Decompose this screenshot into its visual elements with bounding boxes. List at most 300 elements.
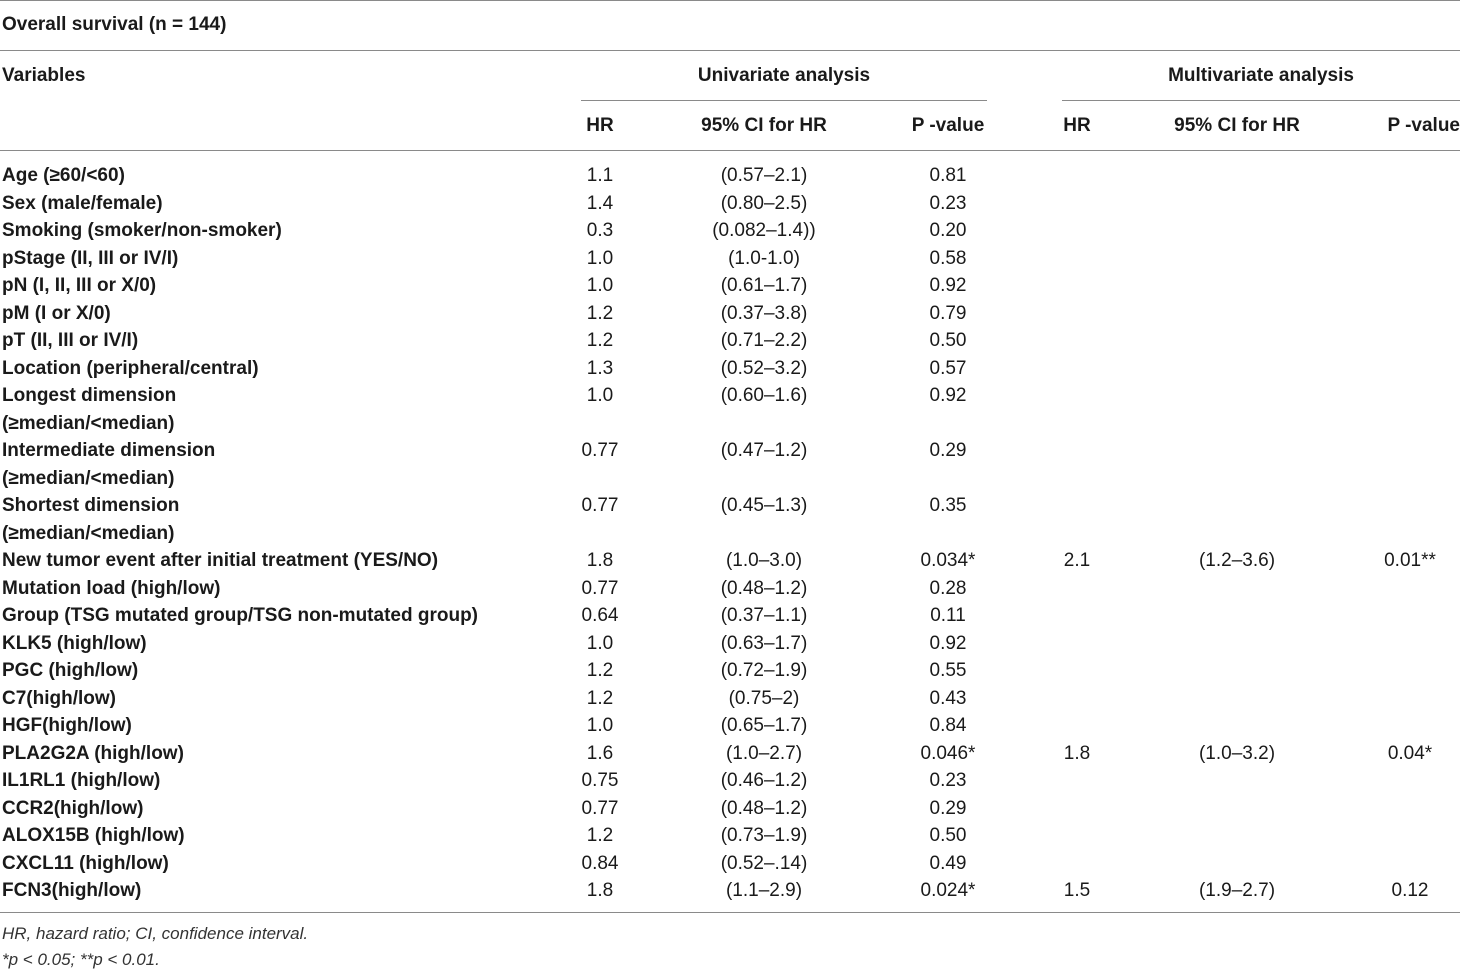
univariate-p-value: 0.046* bbox=[920, 742, 976, 764]
multivariate-ci bbox=[1137, 685, 1337, 713]
multivariate-p-value bbox=[1360, 162, 1460, 190]
univariate-span-rule bbox=[581, 100, 987, 101]
spacer-cell bbox=[640, 245, 664, 273]
spacer-cell bbox=[1008, 630, 1037, 658]
table-row bbox=[0, 245, 1460, 273]
multivariate-hr bbox=[1037, 850, 1117, 878]
spacer-cell bbox=[1337, 630, 1360, 658]
univariate-ci: (0.80–2.5) bbox=[720, 192, 808, 214]
spacer-cell bbox=[640, 492, 664, 547]
table-row bbox=[0, 217, 1460, 245]
variable-cell bbox=[0, 547, 560, 575]
multivariate-p-value bbox=[1360, 712, 1460, 740]
multivariate-p-value bbox=[1360, 767, 1460, 795]
multivariate-ci bbox=[1137, 712, 1337, 740]
spacer-cell bbox=[1117, 547, 1137, 575]
title-rule bbox=[0, 50, 1460, 51]
univariate-hr: 1.0 bbox=[586, 632, 614, 654]
spacer-cell bbox=[1117, 575, 1137, 603]
multivariate-hr bbox=[1037, 630, 1117, 658]
spacer-cell bbox=[1008, 877, 1037, 905]
univariate-hr: 1.6 bbox=[586, 742, 614, 764]
table-row bbox=[0, 657, 1460, 685]
univariate-ci: (0.61–1.7) bbox=[720, 275, 808, 296]
multivariate-ci bbox=[1137, 492, 1337, 547]
variable-cell bbox=[0, 162, 560, 190]
multivariate-p-value bbox=[1360, 795, 1460, 823]
multivariate-hr bbox=[1037, 327, 1117, 355]
table-row bbox=[0, 190, 1460, 218]
univariate-p-value: 0.84 bbox=[929, 715, 967, 736]
variable-label: pStage (II, III or IV/I) bbox=[2, 247, 179, 269]
spacer-cell bbox=[1008, 437, 1037, 492]
spacer-cell bbox=[1008, 162, 1037, 190]
multivariate-p-value bbox=[1360, 685, 1460, 713]
spacer-cell bbox=[1337, 740, 1360, 768]
univariate-ci: (1.1–2.9) bbox=[725, 880, 803, 901]
univariate-p-value: 0.23 bbox=[929, 770, 967, 791]
univariate-ci: (0.47–1.2) bbox=[720, 440, 808, 461]
univariate-ci: (1.0–3.0) bbox=[725, 550, 803, 571]
spacer-cell bbox=[1008, 190, 1037, 218]
table-row bbox=[0, 685, 1460, 713]
table-top-rule bbox=[0, 0, 1460, 1]
univariate-ci: (0.48–1.2) bbox=[720, 797, 808, 819]
variable-label: (≥median/<median) bbox=[2, 522, 175, 544]
spacer-cell bbox=[640, 327, 664, 355]
spacer-cell bbox=[1337, 877, 1360, 905]
variable-label: CXCL11 (high/low) bbox=[2, 852, 169, 874]
univariate-p-value: 0.024* bbox=[920, 880, 976, 901]
header-variables: Variables bbox=[2, 65, 86, 86]
spacer-cell bbox=[1008, 767, 1037, 795]
multivariate-hr: 1.5 bbox=[1063, 880, 1091, 901]
variable-label: (≥median/<median) bbox=[2, 467, 175, 489]
variable-cell bbox=[0, 685, 560, 713]
spacer-cell bbox=[1337, 575, 1360, 603]
univariate-ci: (0.72–1.9) bbox=[720, 660, 808, 681]
univariate-hr: 0.84 bbox=[581, 852, 619, 874]
variable-cell bbox=[0, 437, 560, 492]
multivariate-ci bbox=[1137, 382, 1337, 437]
multivariate-p-value bbox=[1360, 327, 1460, 355]
spacer-cell bbox=[864, 217, 888, 245]
spacer-cell bbox=[1117, 190, 1137, 218]
variable-label: Group (TSG mutated group/TSG non-mutated group) bbox=[2, 605, 479, 626]
spacer-cell bbox=[1117, 712, 1137, 740]
multivariate-hr bbox=[1037, 767, 1117, 795]
spacer-cell bbox=[864, 272, 888, 300]
univariate-ci: (0.37–3.8) bbox=[720, 302, 808, 324]
univariate-p-value: 0.50 bbox=[929, 330, 967, 351]
spacer-cell bbox=[864, 355, 888, 383]
spacer-cell bbox=[1337, 327, 1360, 355]
table-row bbox=[0, 437, 1460, 492]
multivariate-ci bbox=[1137, 162, 1337, 190]
spacer-cell bbox=[1117, 272, 1137, 300]
spacer-cell bbox=[1117, 767, 1137, 795]
spacer-cell bbox=[864, 575, 888, 603]
spacer-cell bbox=[1117, 327, 1137, 355]
univariate-ci: (0.48–1.2) bbox=[720, 577, 808, 599]
spacer-cell bbox=[1117, 795, 1137, 823]
spacer-cell bbox=[864, 602, 888, 630]
multivariate-ci: (1.2–3.6) bbox=[1198, 550, 1276, 571]
spacer-cell bbox=[640, 190, 664, 218]
variable-label: Longest dimension bbox=[2, 385, 177, 406]
table-row bbox=[0, 575, 1460, 603]
multivariate-ci bbox=[1137, 300, 1337, 328]
multivariate-ci bbox=[1137, 795, 1337, 823]
spacer-cell bbox=[1008, 795, 1037, 823]
variable-cell bbox=[0, 575, 560, 603]
univariate-hr: 1.2 bbox=[586, 660, 614, 681]
univariate-ci: (0.082–1.4)) bbox=[712, 220, 816, 241]
header-multivariate-p: P -value bbox=[1387, 115, 1460, 136]
variable-cell bbox=[0, 767, 560, 795]
variable-label: (≥median/<median) bbox=[2, 412, 175, 434]
spacer-cell bbox=[1117, 437, 1137, 492]
univariate-p-value: 0.92 bbox=[929, 632, 967, 654]
variable-label: New tumor event after initial treatment (YES/NO) bbox=[2, 550, 439, 571]
spacer-cell bbox=[1337, 850, 1360, 878]
multivariate-p-value bbox=[1360, 272, 1460, 300]
univariate-ci: (0.65–1.7) bbox=[720, 715, 808, 736]
spacer-cell bbox=[640, 795, 664, 823]
spacer-cell bbox=[640, 217, 664, 245]
multivariate-hr bbox=[1037, 795, 1117, 823]
spacer-cell bbox=[864, 657, 888, 685]
spacer-cell bbox=[1117, 630, 1137, 658]
univariate-p-value: 0.43 bbox=[929, 687, 967, 709]
spacer-cell bbox=[1117, 740, 1137, 768]
multivariate-p-value bbox=[1360, 190, 1460, 218]
spacer-cell bbox=[1337, 272, 1360, 300]
multivariate-ci bbox=[1137, 767, 1337, 795]
spacer-cell bbox=[1117, 822, 1137, 850]
univariate-hr: 0.3 bbox=[586, 220, 614, 241]
univariate-p-value: 0.034* bbox=[920, 550, 976, 571]
univariate-p-value: 0.29 bbox=[929, 440, 967, 461]
variable-cell bbox=[0, 327, 560, 355]
variable-cell bbox=[0, 630, 560, 658]
variable-cell bbox=[0, 602, 560, 630]
univariate-p-value: 0.35 bbox=[929, 495, 967, 516]
univariate-ci: (0.45–1.3) bbox=[720, 495, 808, 516]
multivariate-hr bbox=[1037, 382, 1117, 437]
spacer-cell bbox=[864, 767, 888, 795]
univariate-ci: (0.46–1.2) bbox=[720, 770, 808, 791]
spacer-cell bbox=[1008, 300, 1037, 328]
spacer-cell bbox=[1117, 492, 1137, 547]
spacer-cell bbox=[864, 437, 888, 492]
spacer-cell bbox=[1008, 822, 1037, 850]
spacer-cell bbox=[640, 850, 664, 878]
spacer-cell bbox=[1337, 162, 1360, 190]
univariate-ci: (0.52–.14) bbox=[720, 852, 808, 874]
multivariate-hr bbox=[1037, 190, 1117, 218]
spacer-cell bbox=[864, 300, 888, 328]
header-univariate: Univariate analysis bbox=[697, 65, 871, 86]
spacer-cell bbox=[640, 657, 664, 685]
table-row bbox=[0, 712, 1460, 740]
multivariate-hr: 1.8 bbox=[1063, 742, 1091, 764]
univariate-hr: 1.8 bbox=[586, 550, 614, 571]
univariate-p-value: 0.81 bbox=[929, 165, 967, 186]
spacer-cell bbox=[1117, 245, 1137, 273]
spacer-cell bbox=[640, 877, 664, 905]
univariate-p-value: 0.29 bbox=[929, 797, 967, 819]
multivariate-p-value bbox=[1360, 602, 1460, 630]
multivariate-ci: (1.9–2.7) bbox=[1198, 880, 1276, 901]
univariate-hr: 0.77 bbox=[581, 797, 619, 819]
table-row bbox=[0, 492, 1460, 547]
multivariate-hr bbox=[1037, 300, 1117, 328]
variable-label: CCR2(high/low) bbox=[2, 797, 144, 819]
variable-cell bbox=[0, 740, 560, 768]
univariate-hr: 1.2 bbox=[586, 687, 614, 709]
spacer-cell bbox=[1337, 382, 1360, 437]
variable-cell bbox=[0, 245, 560, 273]
table-row bbox=[0, 850, 1460, 878]
spacer-cell bbox=[640, 355, 664, 383]
univariate-p-value: 0.79 bbox=[929, 302, 967, 324]
spacer-cell bbox=[1008, 602, 1037, 630]
table-row bbox=[0, 272, 1460, 300]
univariate-ci: (0.60–1.6) bbox=[720, 385, 808, 406]
spacer-cell bbox=[640, 740, 664, 768]
spacer-cell bbox=[1008, 657, 1037, 685]
univariate-hr: 1.3 bbox=[586, 357, 614, 379]
multivariate-p-value bbox=[1360, 822, 1460, 850]
spacer-cell bbox=[1117, 162, 1137, 190]
multivariate-p-value bbox=[1360, 492, 1460, 547]
variable-cell bbox=[0, 217, 560, 245]
univariate-ci: (0.52–3.2) bbox=[720, 357, 808, 379]
univariate-p-value: 0.28 bbox=[929, 577, 967, 599]
spacer-cell bbox=[1008, 382, 1037, 437]
spacer-cell bbox=[1008, 272, 1037, 300]
univariate-p-value: 0.58 bbox=[929, 247, 967, 269]
univariate-hr: 1.2 bbox=[586, 825, 614, 846]
variable-label: pN (I, II, III or X/0) bbox=[2, 275, 157, 296]
variable-cell bbox=[0, 822, 560, 850]
multivariate-hr bbox=[1037, 245, 1117, 273]
table-row bbox=[0, 795, 1460, 823]
table-row bbox=[0, 300, 1460, 328]
variable-label: Sex (male/female) bbox=[2, 192, 163, 214]
spacer-cell bbox=[864, 630, 888, 658]
variable-cell bbox=[0, 272, 560, 300]
spacer-cell bbox=[1008, 355, 1037, 383]
spacer-cell bbox=[1337, 355, 1360, 383]
spacer-cell bbox=[1337, 657, 1360, 685]
table-row bbox=[0, 822, 1460, 850]
spacer-cell bbox=[864, 740, 888, 768]
table-row bbox=[0, 740, 1460, 768]
multivariate-p-value: 0.12 bbox=[1391, 880, 1429, 901]
spacer-cell bbox=[1337, 245, 1360, 273]
spacer-cell bbox=[864, 327, 888, 355]
multivariate-ci bbox=[1137, 327, 1337, 355]
variable-cell bbox=[0, 492, 560, 547]
spacer-cell bbox=[640, 602, 664, 630]
variable-label: HGF(high/low) bbox=[2, 715, 132, 736]
header-univariate-hr: HR bbox=[586, 115, 614, 136]
multivariate-p-value bbox=[1360, 850, 1460, 878]
spacer-cell bbox=[1337, 822, 1360, 850]
table-row bbox=[0, 327, 1460, 355]
univariate-hr: 1.4 bbox=[586, 192, 614, 214]
spacer-cell bbox=[1117, 685, 1137, 713]
spacer-cell bbox=[640, 767, 664, 795]
univariate-hr: 1.2 bbox=[586, 330, 614, 351]
univariate-hr: 0.64 bbox=[581, 605, 619, 626]
multivariate-ci bbox=[1137, 602, 1337, 630]
univariate-hr: 0.77 bbox=[581, 495, 619, 516]
multivariate-ci bbox=[1137, 630, 1337, 658]
multivariate-p-value bbox=[1360, 355, 1460, 383]
spacer-cell bbox=[1008, 740, 1037, 768]
multivariate-p-value bbox=[1360, 437, 1460, 492]
spacer-cell bbox=[864, 822, 888, 850]
multivariate-hr bbox=[1037, 272, 1117, 300]
footnote-significance: *p < 0.05; **p < 0.01. bbox=[2, 950, 160, 969]
univariate-hr: 0.75 bbox=[581, 770, 619, 791]
spacer-cell bbox=[640, 382, 664, 437]
spacer-cell bbox=[1337, 685, 1360, 713]
variable-cell bbox=[0, 877, 560, 905]
multivariate-ci bbox=[1137, 190, 1337, 218]
spacer-cell bbox=[864, 850, 888, 878]
spacer-cell bbox=[1008, 492, 1037, 547]
multivariate-hr bbox=[1037, 602, 1117, 630]
table-row bbox=[0, 355, 1460, 383]
spacer-cell bbox=[1117, 877, 1137, 905]
univariate-p-value: 0.50 bbox=[929, 825, 967, 846]
univariate-p-value: 0.23 bbox=[929, 192, 967, 214]
univariate-ci: (1.0-1.0) bbox=[728, 247, 800, 269]
multivariate-ci bbox=[1137, 272, 1337, 300]
spacer-cell bbox=[1337, 190, 1360, 218]
spacer-cell bbox=[640, 712, 664, 740]
spacer-cell bbox=[640, 630, 664, 658]
spacer-cell bbox=[640, 272, 664, 300]
table-row bbox=[0, 877, 1460, 905]
univariate-ci: (0.63–1.7) bbox=[720, 632, 808, 654]
spacer-cell bbox=[640, 575, 664, 603]
spacer-cell bbox=[864, 547, 888, 575]
univariate-hr: 0.77 bbox=[581, 577, 619, 599]
univariate-ci: (0.73–1.9) bbox=[720, 825, 808, 846]
multivariate-p-value bbox=[1360, 382, 1460, 437]
spacer-cell bbox=[1008, 327, 1037, 355]
univariate-ci: (0.75–2) bbox=[728, 687, 800, 709]
univariate-p-value: 0.92 bbox=[929, 385, 967, 406]
spacer-cell bbox=[1008, 575, 1037, 603]
spacer-cell bbox=[1337, 437, 1360, 492]
spacer-cell bbox=[1008, 245, 1037, 273]
univariate-ci: (0.71–2.2) bbox=[720, 330, 808, 351]
header-multivariate: Multivariate analysis bbox=[1168, 65, 1354, 86]
multivariate-ci: (1.0–3.2) bbox=[1198, 742, 1276, 764]
multivariate-ci bbox=[1137, 437, 1337, 492]
univariate-p-value: 0.57 bbox=[929, 357, 967, 379]
univariate-hr: 1.2 bbox=[586, 302, 614, 324]
spacer-cell bbox=[1117, 657, 1137, 685]
multivariate-hr bbox=[1037, 712, 1117, 740]
variable-cell bbox=[0, 382, 560, 437]
univariate-hr: 1.0 bbox=[586, 385, 614, 406]
spacer-cell bbox=[640, 300, 664, 328]
multivariate-ci bbox=[1137, 355, 1337, 383]
multivariate-p-value: 0.01** bbox=[1384, 550, 1436, 571]
univariate-hr: 1.8 bbox=[586, 880, 614, 901]
spacer-cell bbox=[1008, 850, 1037, 878]
variable-label: Location (peripheral/central) bbox=[2, 357, 259, 379]
univariate-p-value: 0.49 bbox=[929, 852, 967, 874]
multivariate-ci bbox=[1137, 245, 1337, 273]
spacer-cell bbox=[1117, 300, 1137, 328]
table-title: Overall survival (n = 144) bbox=[2, 14, 227, 35]
spacer-cell bbox=[1008, 712, 1037, 740]
variable-cell bbox=[0, 850, 560, 878]
header-multivariate-hr: HR bbox=[1063, 115, 1091, 136]
variable-label: Age (≥60/<60) bbox=[2, 165, 125, 186]
variable-cell bbox=[0, 712, 560, 740]
header-univariate-ci: 95% CI for HR bbox=[701, 115, 827, 136]
spacer-cell bbox=[1337, 492, 1360, 547]
univariate-ci: (1.0–2.7) bbox=[725, 742, 803, 764]
multivariate-p-value: 0.04* bbox=[1387, 742, 1433, 764]
multivariate-hr bbox=[1037, 492, 1117, 547]
univariate-hr: 1.0 bbox=[586, 715, 614, 736]
multivariate-ci bbox=[1137, 657, 1337, 685]
multivariate-ci bbox=[1137, 575, 1337, 603]
variable-label: FCN3(high/low) bbox=[2, 880, 142, 901]
spacer-cell bbox=[864, 795, 888, 823]
multivariate-ci bbox=[1137, 850, 1337, 878]
spacer-cell bbox=[640, 162, 664, 190]
univariate-hr: 1.1 bbox=[586, 165, 614, 186]
spacer-cell bbox=[1337, 547, 1360, 575]
multivariate-hr bbox=[1037, 355, 1117, 383]
variable-label: Intermediate dimension bbox=[2, 440, 216, 461]
multivariate-hr bbox=[1037, 685, 1117, 713]
spacer-cell bbox=[1008, 217, 1037, 245]
header-univariate-p: P -value bbox=[911, 115, 985, 136]
spacer-cell bbox=[1117, 217, 1137, 245]
variable-label: PGC (high/low) bbox=[2, 660, 139, 681]
multivariate-p-value bbox=[1360, 657, 1460, 685]
multivariate-hr bbox=[1037, 657, 1117, 685]
multivariate-hr bbox=[1037, 822, 1117, 850]
spacer-cell bbox=[864, 190, 888, 218]
variable-label: pT (II, III or IV/I) bbox=[2, 330, 139, 351]
multivariate-span-rule bbox=[1062, 100, 1460, 101]
variable-cell bbox=[0, 355, 560, 383]
spacer-cell bbox=[864, 685, 888, 713]
univariate-p-value: 0.20 bbox=[929, 220, 967, 241]
spacer-cell bbox=[1337, 767, 1360, 795]
variable-cell bbox=[0, 795, 560, 823]
univariate-hr: 1.0 bbox=[586, 247, 614, 269]
univariate-hr: 1.0 bbox=[586, 275, 614, 296]
table-row bbox=[0, 547, 1460, 575]
spacer-cell bbox=[1008, 547, 1037, 575]
spacer-cell bbox=[1117, 850, 1137, 878]
spacer-cell bbox=[1337, 217, 1360, 245]
